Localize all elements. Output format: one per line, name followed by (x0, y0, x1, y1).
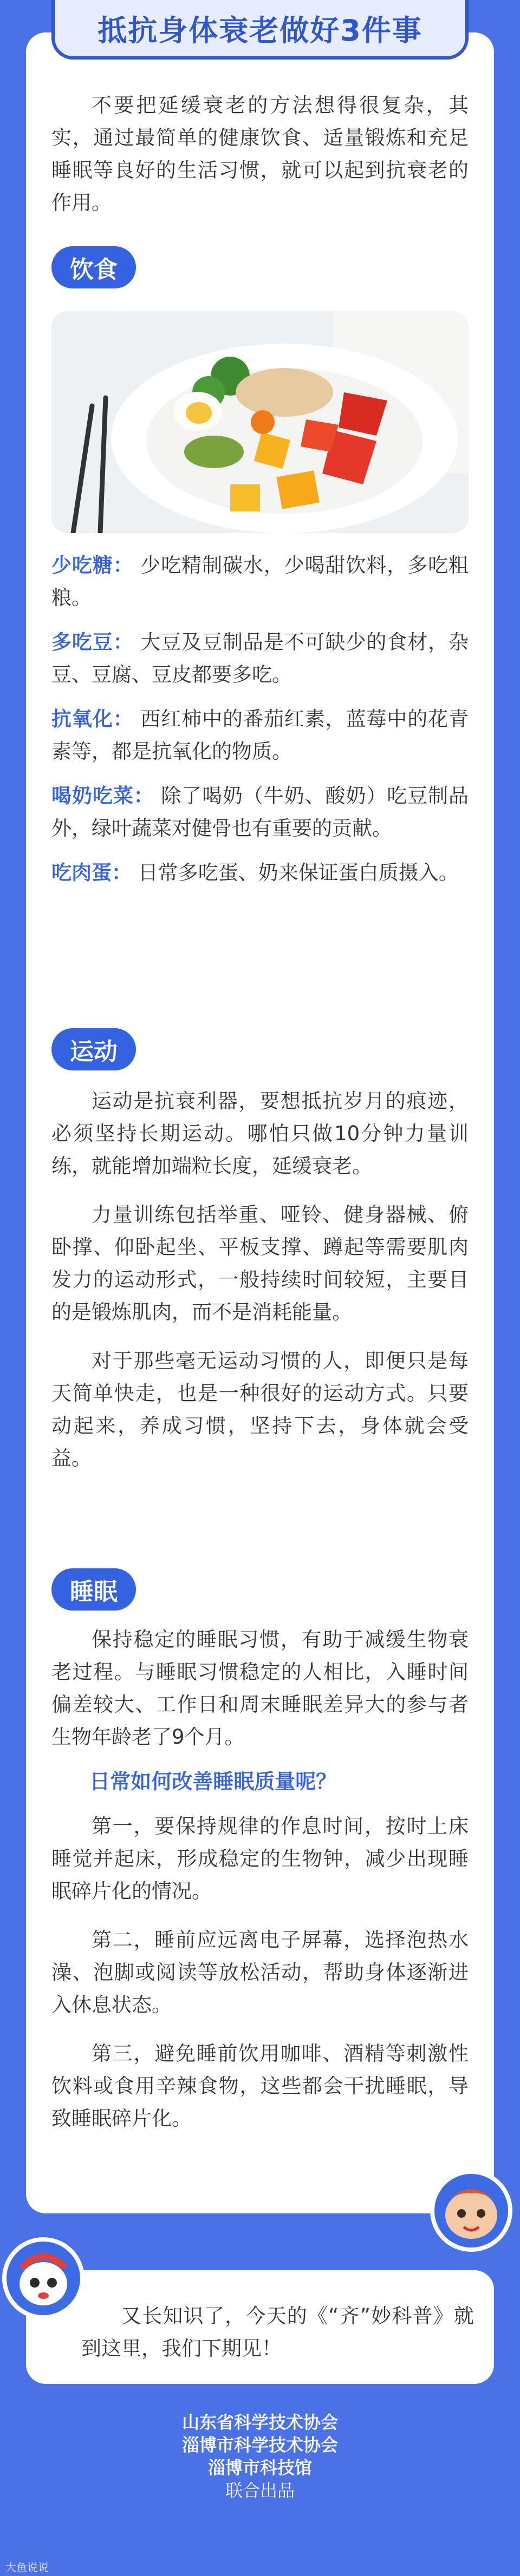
footer-line: 淄博市科技馆 (207, 2457, 312, 2478)
diet-item-meat-egg: 吃肉蛋： 日常多吃蛋、奶来保证蛋白质摄入。 (51, 861, 459, 884)
sleep-tip: 第二，睡前应远离电子屏幕，选择泡热水澡、泡脚或阅读等放松活动，帮助身体逐渐进入休息状态。 (51, 1928, 469, 2016)
diet-item-sugar: 少吃糖： 少吃精制碳水，少喝甜饮料，多吃粗粮。 (51, 554, 469, 609)
footer-line: 淄博市科学技术协会 (181, 2435, 338, 2455)
diet-term: 抗氧化： (51, 707, 134, 731)
diet-term: 多吃豆： (51, 630, 134, 654)
sleep-tip: 第三，避免睡前饮用咖啡、酒精等刺激性饮料或食用辛辣食物，这些都会干扰睡眠，导致睡眠碎片化。 (51, 2042, 469, 2130)
exercise-paragraph: 对于那些毫无运动习惯的人，即便只是每天简单快走，也是一种很好的运动方式。只要动起来，养成习惯，坚持下去，身体就会受益。 (51, 1349, 469, 1470)
diet-list (51, 549, 469, 889)
closing-text: 又长知识了，今天的《“齐”妙科普》就到这里，我们下期见！ (81, 2304, 474, 2360)
sleep-subheading: 日常如何改善睡眠质量呢？ (89, 1770, 337, 1793)
diet-item-beans: 多吃豆： 大豆及豆制品是不可缺少的食材，杂豆、豆腐、豆皮都要多吃。 (51, 630, 469, 686)
section-heading-sleep: 睡眠 (51, 1568, 136, 1611)
section-heading-diet: 饮食 (51, 246, 136, 288)
intro-section (51, 89, 469, 219)
mascot-girl-icon (0, 2235, 87, 2322)
exercise-paragraph: 力量训练包括举重、哑铃、健身器械、俯卧撑、仰卧起坐、平板支撑、蹲起等需要肌肉发力的运动形式，一般持续时间较短，主要目的是锻炼肌肉，而不是消耗能量。 (51, 1203, 469, 1324)
food-plate-photo (51, 311, 469, 533)
title-banner (51, 0, 469, 60)
diet-item-milk-veg: 喝奶吃菜： 除了喝奶（牛奶、酸奶）吃豆制品外，绿叶蔬菜对健骨也有重要的贡献。 (51, 784, 469, 840)
exercise-paragraph: 运动是抗衰利器，要想抵抗岁月的痕迹，必须坚持长期运动。哪怕只做10分钟力量训练，就能增加端粒长度，延缓衰老。 (51, 1089, 469, 1178)
diet-term: 吃肉蛋： (51, 861, 132, 884)
diet-item-antioxidant: 抗氧化： 西红柿中的番茄红素，蓝莓中的花青素等，都是抗氧化的物质。 (51, 707, 469, 763)
mascot-boy-icon (428, 2167, 515, 2254)
closing-section (81, 2300, 474, 2365)
footer-line: 山东省科学技术协会 (181, 2412, 338, 2433)
watermark: 大鱼说说 (5, 2561, 49, 2574)
page-title: 抵抗身体衰老做好3件事 (98, 13, 422, 48)
intro-paragraph: 不要把延缓衰老的方法想得很复杂，其实，通过最简单的健康饮食、适量锻炼和充足睡眠等良好的生活习惯，就可以起到抗衰老的作用。 (51, 94, 469, 214)
footer-line: 联合出品 (225, 2480, 295, 2501)
footer-credits (0, 2411, 520, 2502)
sleep-intro: 保持稳定的睡眠习惯，有助于减缓生物衰老过程。与睡眠习惯稳定的人相比，入睡时间偏差较大、工作日和周末睡眠差异大的参与者生物年龄老了9个月。 (51, 1628, 469, 1749)
sleep-tip: 第一，要保持规律的作息时间，按时上床睡觉并起床，形成稳定的生物钟，减少出现睡眠碎片化的情况。 (51, 1815, 469, 1903)
sleep-section (51, 1624, 469, 2135)
section-heading-exercise: 运动 (51, 1028, 136, 1070)
diet-term: 喝奶吃菜： (51, 784, 154, 807)
diet-term: 少吃糖： (51, 554, 134, 577)
exercise-section (51, 1085, 469, 1475)
